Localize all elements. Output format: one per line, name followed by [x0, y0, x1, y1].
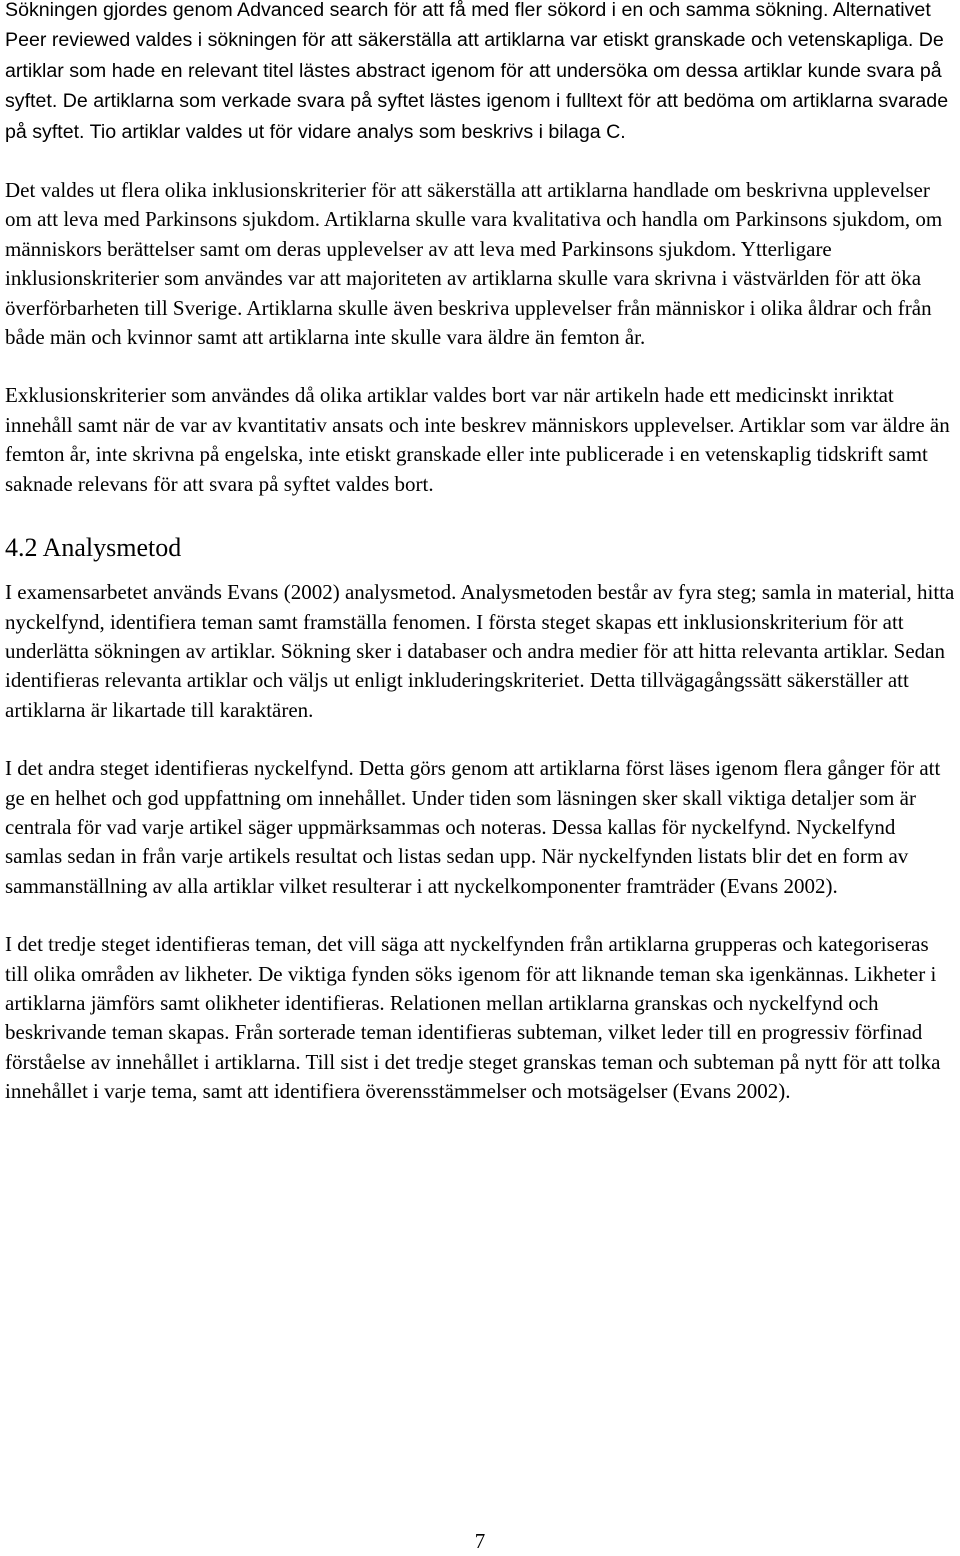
paragraph-exclusion-criteria: Exklusionskriterier som användes då olika artiklar valdes bort var när artikeln hade ett medicinskt inriktat innehåll samt när de var av kvantitativ ansats och inte beskrev människors upplevelser. Artiklar som var äldre än femton år, inte skrivna på engelska, inte etiskt granskade eller inte publicerade i en vetenskaplig tidskrift samt saknade relevans för att svara på syftet valdes bort. — [5, 383, 950, 496]
page-number: 7 — [474, 1529, 486, 1553]
section-heading: 4.2 Analysmetod — [5, 533, 182, 563]
paragraph-inclusion-criteria: Det valdes ut flera olika inklusionskriterier för att säkerställa att artiklarna handlade om beskrivna upplevelser om att leva med Parkinsons sjukdom. Artiklarna skulle vara kvalitativa och handla om Parkinsons sjukdom, om människors berättelser samt om deras upplevelser av att leva med Parkinsons sjukdom. Ytterligare inklusionskriterier som användes var att majoriteten av artiklarna skulle vara skrivna i västvärlden för att öka överförbarheten till Sverige. Artiklarna skulle även beskriva upplevelser från människor i olika åldrar och från både män och kvinnor samt att artiklarna inte skulle vara äldre än femton år. — [5, 178, 943, 350]
document-page — [5, 0, 957, 1107]
paragraph-analysis-step-1: I examensarbetet används Evans (2002) analysmetod. Analysmetoden består av fyra steg; samla in material, hitta nyckelfynd, identifiera teman samt framställa fenomen. I första steget skapas ett inklusionskriterium för att underlätta sökningen av artiklar. Sökning sker i databaser och andra medier för att hitta relevanta artiklar. Sedan identifieras relevanta artiklar och väljs ut enligt inkluderingskriteriet. Detta tillvägagångssätt säkerställer att artiklarna är likartade till karaktären. — [5, 580, 955, 722]
search-method-text: Sökningen gjordes genom Advanced search för att få med fler sökord i en och samma sökning. Alternativet Peer reviewed valdes i sökningen för att säkerställa att artiklarna var etiskt granskade och vetenskapliga. De artiklar som hade en relevant titel lästes abstract igenom för att undersöka om dessa artiklar kunde svara på syftet. De artiklarna som verkade svara på syftet lästes igenom i fulltext för att bedöma om artiklarna svarade på syftet. Tio artiklar valdes ut för vidare analys som beskrivs i bilaga C. — [5, 0, 949, 143]
paragraph-analysis-step-3: I det tredje steget identifieras teman, det vill säga att nyckelfynden från artiklarna grupperas och kategoriseras till olika områden av likheter. De viktiga fynden söks igenom för att liknande teman ska igenkännas. Likheter i artiklarna jämförs samt olikheter identifieras. Relationen mellan artiklarna granskas och nyckelfynd och beskrivande teman skapas. Från sorterade teman identifieras subteman, vilket leder till en progressiv förfinad förståelse av innehållet i artiklarna. Till sist i det tredje steget granskas teman och subteman på nytt för att tolka innehållet i varje tema, samt att identifiera överensstämmelser och motsägelser (Evans 2002). — [5, 932, 941, 1104]
paragraph-analysis-step-2: I det andra steget identifieras nyckelfynd. Detta görs genom att artiklarna först läses igenom flera gånger för att ge en helhet och god uppfattning om innehållet. Under tiden som läsningen sker skall viktiga detaljer som är centrala för vad varje artikel säger uppmärksammas och noteras. Dessa kallas för nyckelfynd. Nyckelfynd samlas sedan in från varje artikels resultat och listas sedan upp. När nyckelfynden listats blir det en form av sammanställning av alla artiklar vilket resulterar i att nyckelkomponenter framträder (Evans 2002). — [5, 756, 941, 898]
paragraph-search-method — [5, 0, 957, 147]
